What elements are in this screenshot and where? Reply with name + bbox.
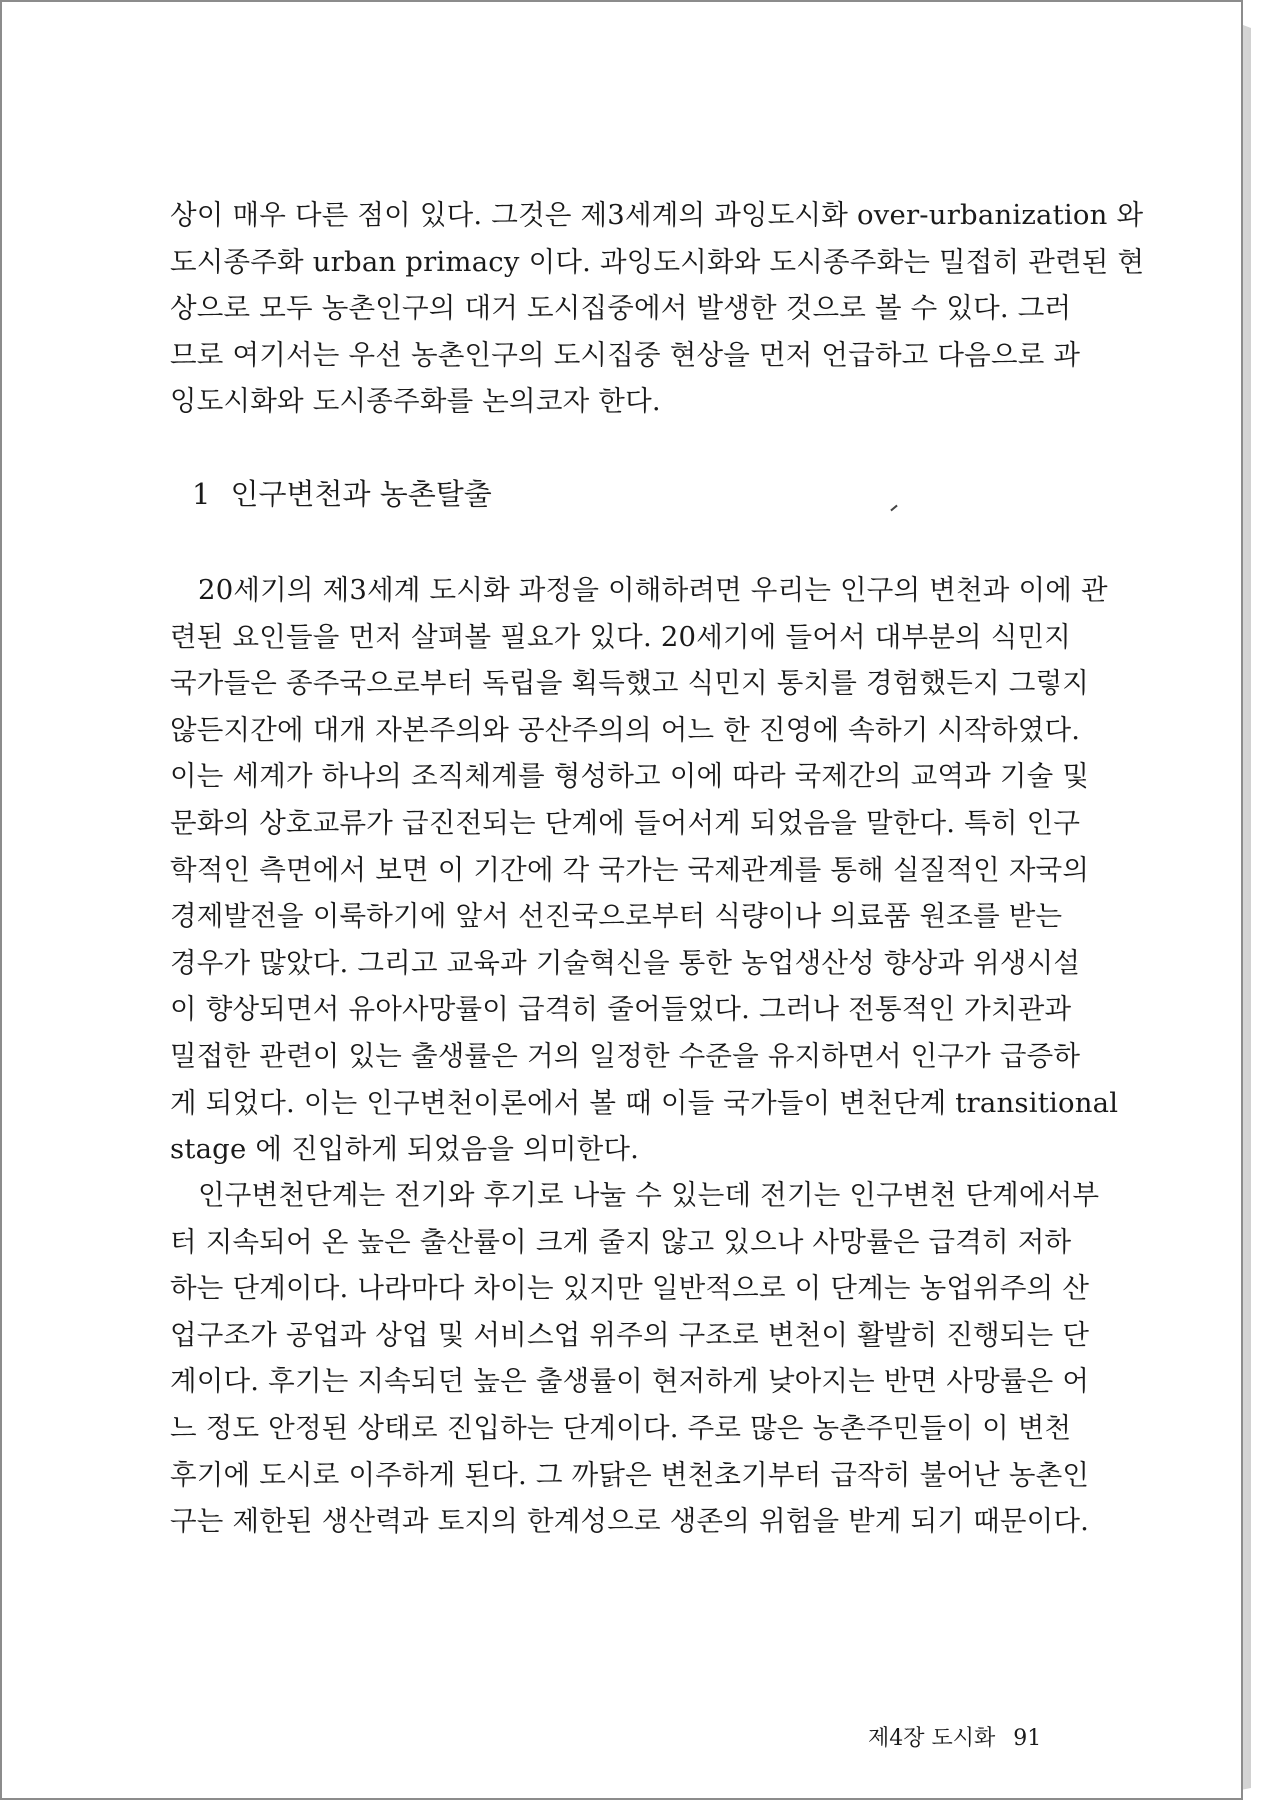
text-line: 잉도시화와 도시종주화를 논의코자 한다. (170, 385, 661, 418)
text-line: 업구조가 공업과 상업 및 서비스업 위주의 구조로 변천이 활발히 진행되는 단 (170, 1318, 1090, 1351)
text-line: 므로 여기서는 우선 농촌인구의 도시집중 현상을 먼저 언급하고 다음으로 과 (170, 338, 1081, 371)
text-line: 경제발전을 이룩하기에 앞서 선진국으로부터 식량이나 의료품 원조를 받는 (170, 900, 1063, 933)
text-line: 국가들은 종주국으로부터 독립을 획득했고 식민지 통치를 경험했든지 그렇지 (170, 667, 1090, 700)
text-line: 학적인 측면에서 보면 이 기간에 각 국가는 국제관계를 통해 실질적인 자국의 (170, 853, 1090, 886)
text-line: stage 에 진입하게 되었음을 의미한다. (170, 1133, 640, 1166)
text-line: 련된 요인들을 먼저 살펴볼 필요가 있다. 20세기에 들어서 대부분의 식민지 (170, 620, 1071, 653)
text-line: 인구변천단계는 전기와 후기로 나눌 수 있는데 전기는 인구변천 단계에서부 (198, 1179, 1100, 1211)
text-line: 느 정도 안정된 상태로 진입하는 단계이다. 주로 많은 농촌주민들이 이 변천 (170, 1411, 1072, 1444)
text-line: 하는 단계이다. 나라마다 차이는 있지만 일반적으로 이 단계는 농업위주의 산 (170, 1272, 1090, 1305)
text-line: 터 지속되어 온 높은 출산률이 크게 줄지 않고 있으나 사망률은 급격히 저하 (170, 1225, 1072, 1258)
chapter-label: 제4장 도시화 (868, 1726, 996, 1751)
text-line: 이 향상되면서 유아사망률이 급격히 줄어들었다. 그러나 전통적인 가치관과 (170, 993, 1072, 1026)
text-line: 20세기의 제3세계 도시화 과정을 이해하려면 우리는 인구의 변천과 이에 관 (198, 574, 1108, 606)
body-paragraph-2 (170, 1172, 1100, 1545)
text-line: 경우가 많았다. 그리고 교육과 기술혁신을 통한 농업생산성 향상과 위생시설 (170, 946, 1081, 979)
section-number: 1 (192, 477, 211, 511)
text-line: 이는 세계가 하나의 조직체계를 형성하고 이에 따라 국제간의 교역과 기술 및 (170, 760, 1090, 793)
page-number: 91 (1013, 1726, 1042, 1751)
text-line: 계이다. 후기는 지속되던 높은 출생률이 현저하게 낮아지는 반면 사망률은 어 (170, 1365, 1090, 1398)
text-line: 상이 매우 다른 점이 있다. 그것은 제3세계의 과잉도시화 over-urbanization 와 (170, 199, 1144, 231)
text-line: 게 되었다. 이는 인구변천이론에서 볼 때 이들 국가들이 변천단계 transitional (170, 1086, 1119, 1119)
text-line: 상으로 모두 농촌인구의 대거 도시집중에서 발생한 것으로 볼 수 있다. 그러 (170, 292, 1072, 325)
text-line: 문화의 상호교류가 급진전되는 단계에 들어서게 되었음을 말한다. 특히 인구 (170, 806, 1081, 839)
section-heading (192, 474, 492, 514)
stray-pen-mark (890, 505, 897, 512)
book-page (2, 2, 1198, 1798)
text-line: 도시종주화 urban primacy 이다. 과잉도시화와 도시종주화는 밀접히 관련된 현 (170, 245, 1145, 278)
body-paragraph-1 (170, 567, 1119, 1173)
section-title: 인구변천과 농촌탈출 (230, 477, 492, 511)
text-line: 않든지간에 대개 자본주의와 공산주의의 어느 한 진영에 속하기 시작하였다. (170, 713, 1081, 746)
text-line: 구는 제한된 생산력과 토지의 한계성으로 생존의 위험을 받게 되기 때문이다. (170, 1505, 1090, 1538)
text-line: 후기에 도시로 이주하게 된다. 그 까닭은 변천초기부터 급작히 불어난 농촌인 (170, 1458, 1090, 1491)
page-footer (868, 1724, 1041, 1754)
text-line: 밀접한 관련이 있는 출생률은 거의 일정한 수준을 유지하면서 인구가 급증하 (170, 1039, 1081, 1072)
intro-paragraph (170, 192, 1145, 425)
